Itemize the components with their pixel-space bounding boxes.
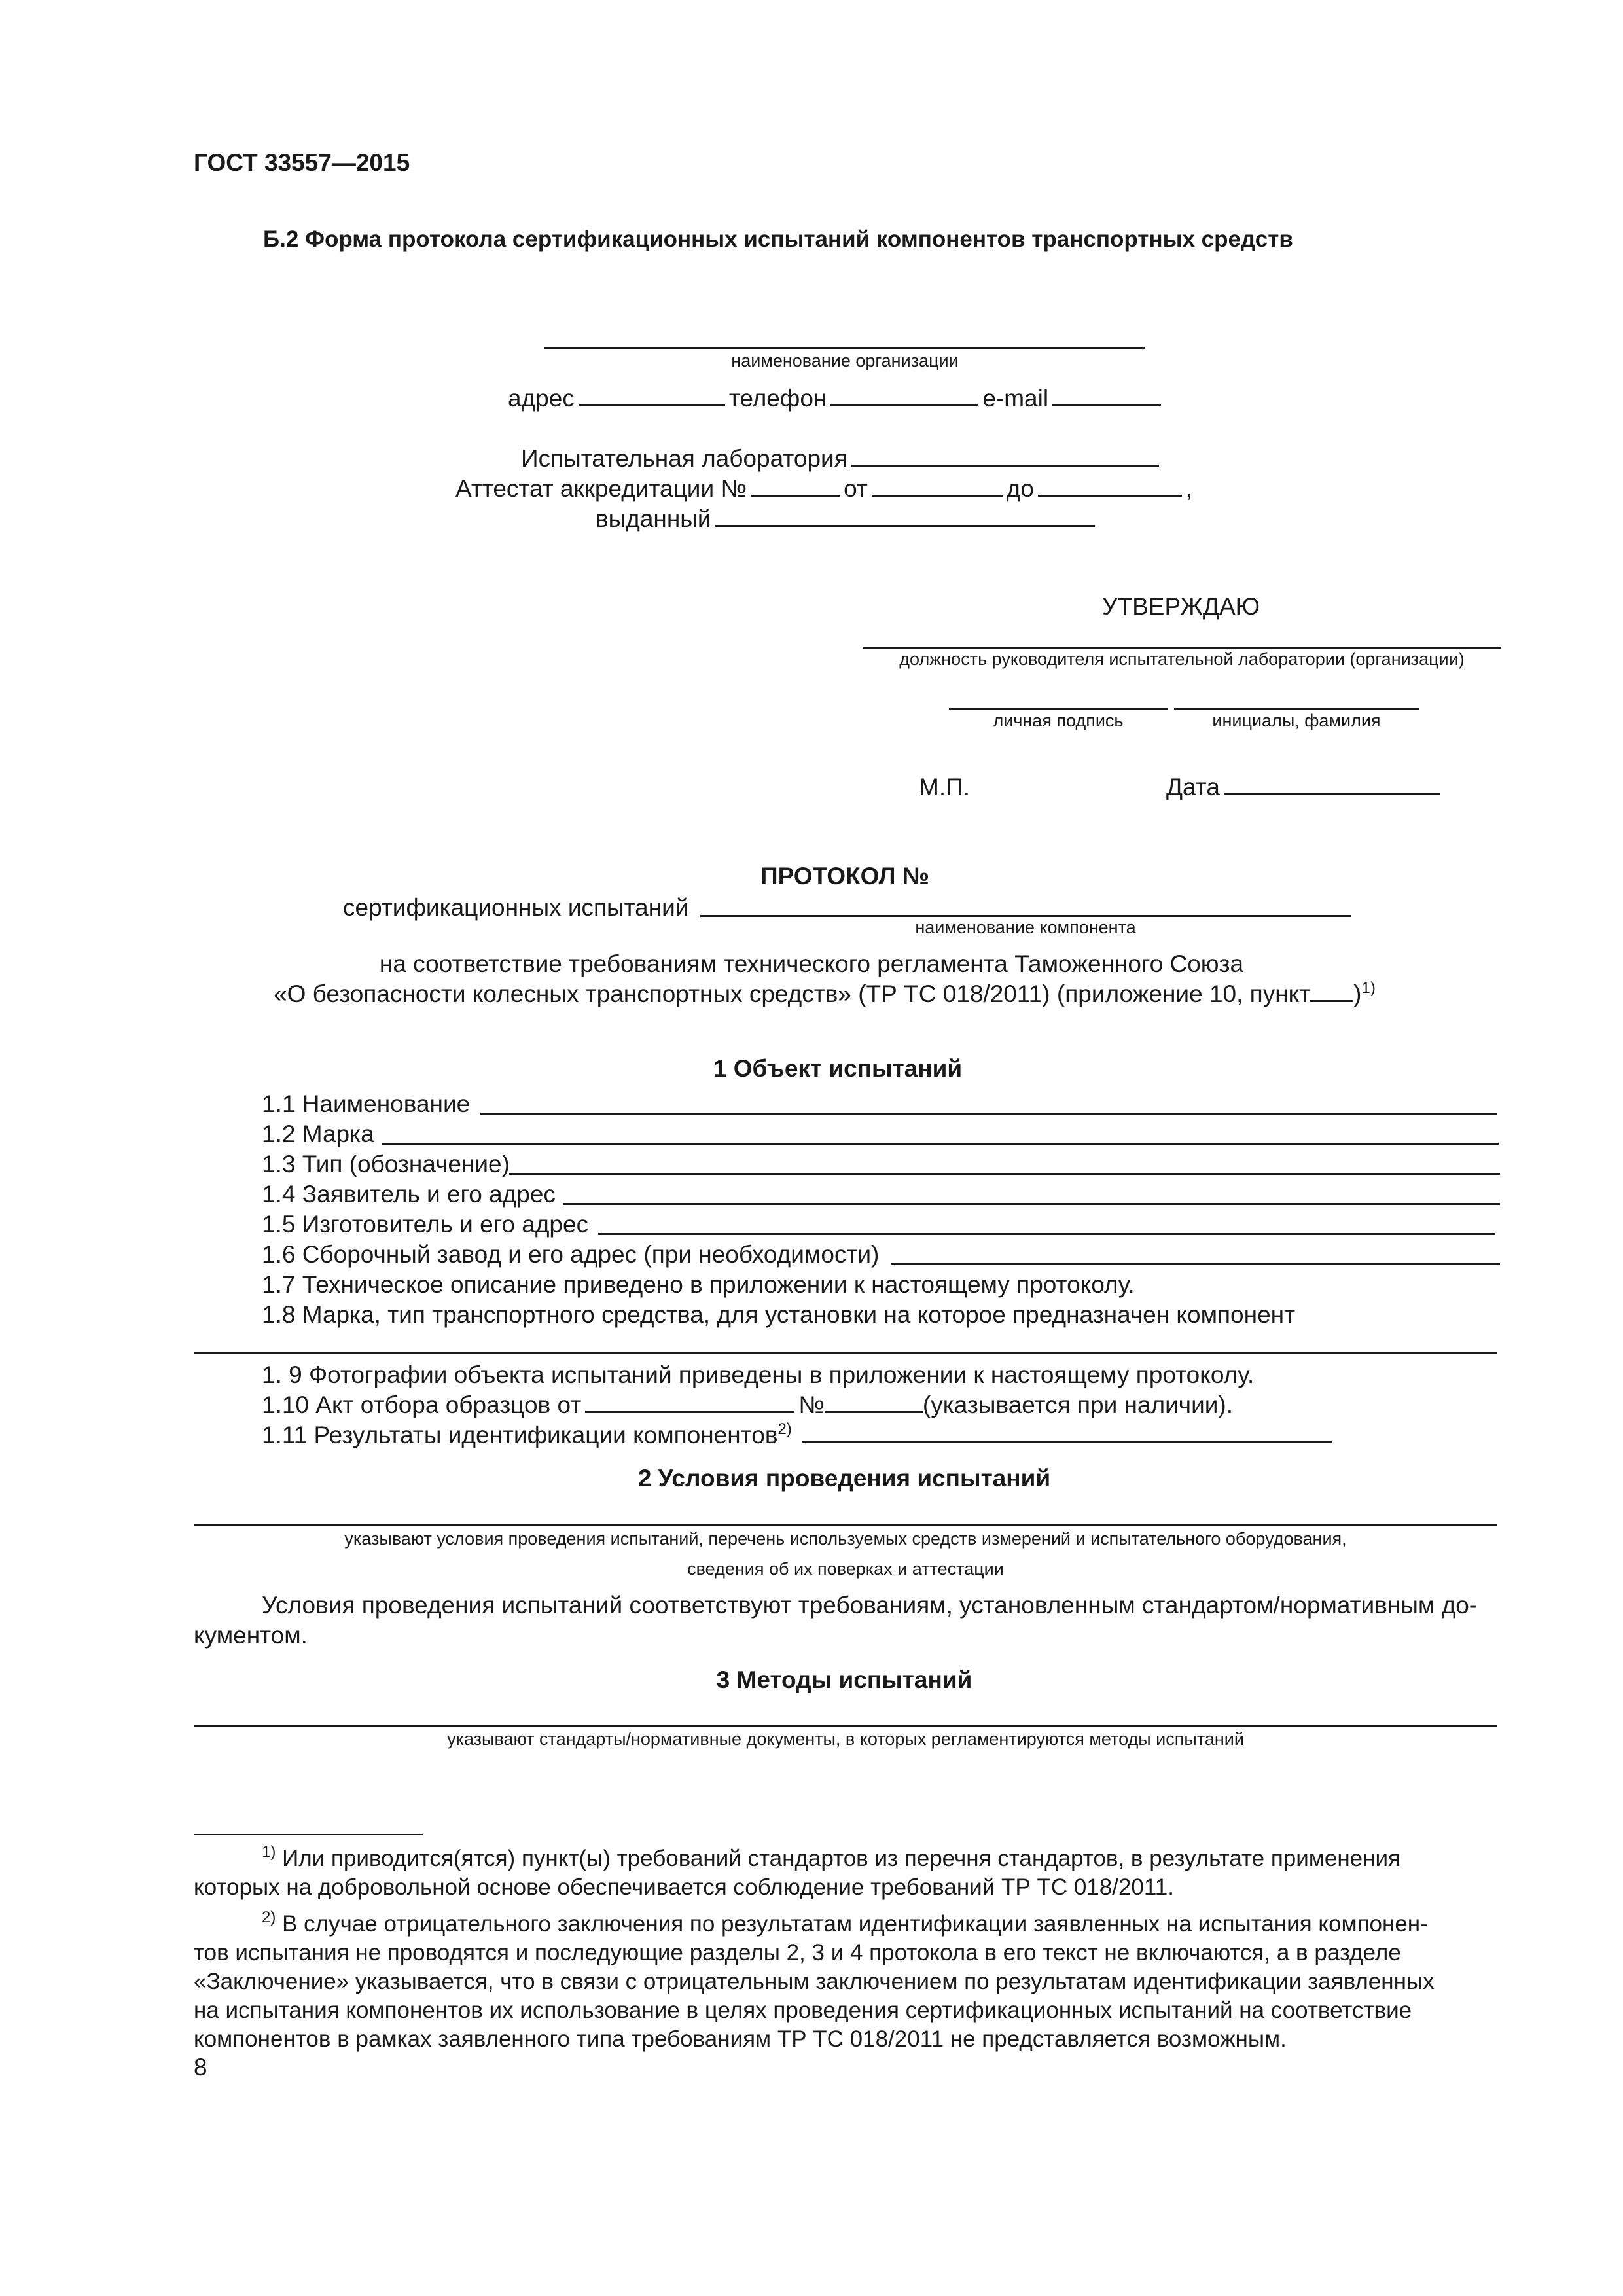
footnote-2-line-2: тов испытания не проводятся и последующие разделы 2, 3 и 4 протокола в его текст не включаются, а в разделе — [194, 1940, 1401, 1965]
item-1-4-blank — [563, 1203, 1500, 1205]
to-date-blank — [1038, 494, 1182, 497]
item-1-4: 1.4 Заявитель и его адрес — [262, 1181, 556, 1208]
closing-paren: ) — [1353, 980, 1362, 1007]
date-label: Дата — [1166, 774, 1220, 800]
from-label: от — [844, 475, 868, 502]
accreditation-number-blank — [751, 494, 840, 497]
footnote-ref-2: 2) — [777, 1420, 792, 1438]
name-caption: инициалы, фамилия — [1212, 711, 1381, 730]
footnote-1 — [194, 1844, 1509, 1902]
issued-line — [596, 505, 1099, 533]
compliance-line-2 — [274, 980, 1376, 1008]
org-name-caption: наименование организации — [731, 351, 959, 370]
compliance-line-1: на соответствие требованиям технического регламента Таможенного Союза — [379, 950, 1244, 977]
page-number: 8 — [194, 2054, 207, 2081]
lab-line — [521, 445, 1163, 473]
date-blank — [1224, 793, 1440, 795]
footnote-1-line-2: которых на добровольной основе обеспечивается соблюдение требований ТР ТС 018/2011. — [194, 1874, 1174, 1900]
identification-results-blank — [802, 1441, 1332, 1443]
footnote-2-line-4: на испытания компонентов их использование в целях проведения сертификационных испытаний на соответствие — [194, 1998, 1412, 2023]
section-1-title: 1 Объект испытаний — [713, 1055, 963, 1082]
issued-blank — [715, 524, 1095, 527]
methods-line — [194, 1725, 1497, 1727]
item-1-3-blank — [509, 1173, 1500, 1175]
item-1-6-blank — [891, 1263, 1500, 1265]
accreditation-line — [455, 475, 1192, 503]
item-1-1: 1.1 Наименование — [262, 1090, 471, 1117]
item-1-5-blank — [598, 1233, 1495, 1235]
footnote-2 — [194, 1910, 1509, 2054]
sample-act-number-blank — [825, 1410, 923, 1413]
footnote-separator — [194, 1834, 423, 1835]
component-line — [700, 915, 1351, 917]
compliance-text: «О безопасности колесных транспортных средств» (ТР ТС 018/2011) (приложение 10, пункт — [274, 980, 1311, 1007]
document-id: ГОСТ 33557—2015 — [194, 149, 410, 176]
item-1-10-label: 1.10 Акт отбора образцов от — [262, 1391, 582, 1418]
from-date-blank — [872, 494, 1003, 497]
to-label: до — [1006, 475, 1034, 502]
section-title: Б.2 Форма протокола сертификационных испытаний компонентов транспортных средств — [263, 226, 1293, 252]
footnote-1-line-1: Или приводится(ятся) пункт(ы) требований стандартов из перечня стандартов, в результате применения — [282, 1846, 1400, 1871]
item-1-10-note: (указывается при наличии). — [922, 1391, 1234, 1418]
protocol-title: ПРОТОКОЛ № — [760, 863, 929, 889]
phone-blank — [830, 404, 978, 406]
item-1-10 — [262, 1391, 1233, 1419]
item-1-5: 1.5 Изготовитель и его адрес — [262, 1211, 589, 1238]
sample-act-date-blank — [585, 1410, 794, 1413]
address-label: адрес — [508, 385, 575, 412]
tests-label: сертификационных испытаний — [343, 894, 689, 921]
section-3-title: 3 Методы испытаний — [716, 1666, 972, 1693]
accreditation-label: Аттестат аккредитации № — [455, 475, 747, 502]
item-1-11 — [262, 1422, 1336, 1449]
item-1-6: 1.6 Сборочный завод и его адрес (при необходимости) — [262, 1241, 880, 1268]
item-1-9: 1. 9 Фотографии объекта испытаний приведены в приложении к настоящему протоколу. — [262, 1361, 1255, 1388]
email-label: e-mail — [982, 385, 1049, 412]
name-line — [1174, 708, 1419, 710]
lab-blank — [851, 464, 1159, 467]
item-1-8-blank — [194, 1352, 1497, 1354]
signature-line — [949, 708, 1168, 710]
email-blank — [1052, 404, 1161, 406]
contact-line — [508, 385, 1165, 412]
component-caption: наименование компонента — [915, 918, 1136, 937]
conditions-caption-1: указывают условия проведения испытаний, перечень используемых средств измерений и испытательного оборудования, — [344, 1529, 1347, 1549]
footnote-2-mark: 2) — [262, 1909, 276, 1926]
clause-blank — [1310, 999, 1353, 1002]
org-name-line — [544, 347, 1145, 349]
item-1-2-blank — [382, 1143, 1499, 1145]
footnote-1-mark: 1) — [262, 1843, 276, 1861]
conditions-caption-2: сведения об их поверках и аттестации — [687, 1559, 1004, 1579]
address-blank — [579, 404, 725, 406]
item-1-3: 1.3 Тип (обозначение) — [262, 1151, 510, 1177]
lab-label: Испытательная лаборатория — [521, 445, 847, 472]
item-1-7: 1.7 Техническое описание приведено в приложении к настоящему протоколу. — [262, 1271, 1135, 1298]
date-line — [1166, 774, 1444, 801]
number-sign: № — [798, 1391, 825, 1418]
methods-caption: указывают стандарты/нормативные документы, в которых регламентируются методы испытаний — [447, 1729, 1244, 1749]
footnote-ref-1: 1) — [1361, 979, 1376, 997]
section-2-title: 2 Условия проведения испытаний — [637, 1465, 1051, 1492]
conditions-text-2: кументом. — [194, 1622, 308, 1649]
phone-label: телефон — [728, 385, 827, 412]
footnote-2-line-1: В случае отрицательного заключения по результатам идентификации заявленных на испытания компонен- — [282, 1911, 1428, 1937]
item-1-11-label: 1.11 Результаты идентификации компонентов — [262, 1422, 778, 1448]
item-1-2: 1.2 Марка — [262, 1121, 374, 1147]
approve-title: УТВЕРЖДАЮ — [1102, 593, 1260, 620]
comma: , — [1186, 475, 1193, 502]
issued-label: выданный — [596, 505, 711, 532]
signature-caption: личная подпись — [993, 711, 1124, 730]
position-caption: должность руководителя испытательной лаборатории (организации) — [899, 649, 1465, 669]
footnote-2-line-3: «Заключение» указывается, что в связи с отрицательным заключением по результатам идентификации заявленных — [194, 1969, 1435, 1994]
item-1-1-blank — [480, 1113, 1497, 1115]
conditions-text-1: Условия проведения испытаний соответствуют требованиям, установленным стандартом/нормативным до- — [262, 1592, 1478, 1619]
stamp-label: М.П. — [919, 774, 970, 800]
item-1-8: 1.8 Марка, тип транспортного средства, для установки на которое предназначен компонент — [262, 1301, 1296, 1328]
position-line — [863, 647, 1501, 649]
footnote-2-line-5: компонентов в рамках заявленного типа требованиям ТР ТС 018/2011 не представляется возможным. — [194, 2026, 1287, 2052]
conditions-line — [194, 1524, 1497, 1526]
